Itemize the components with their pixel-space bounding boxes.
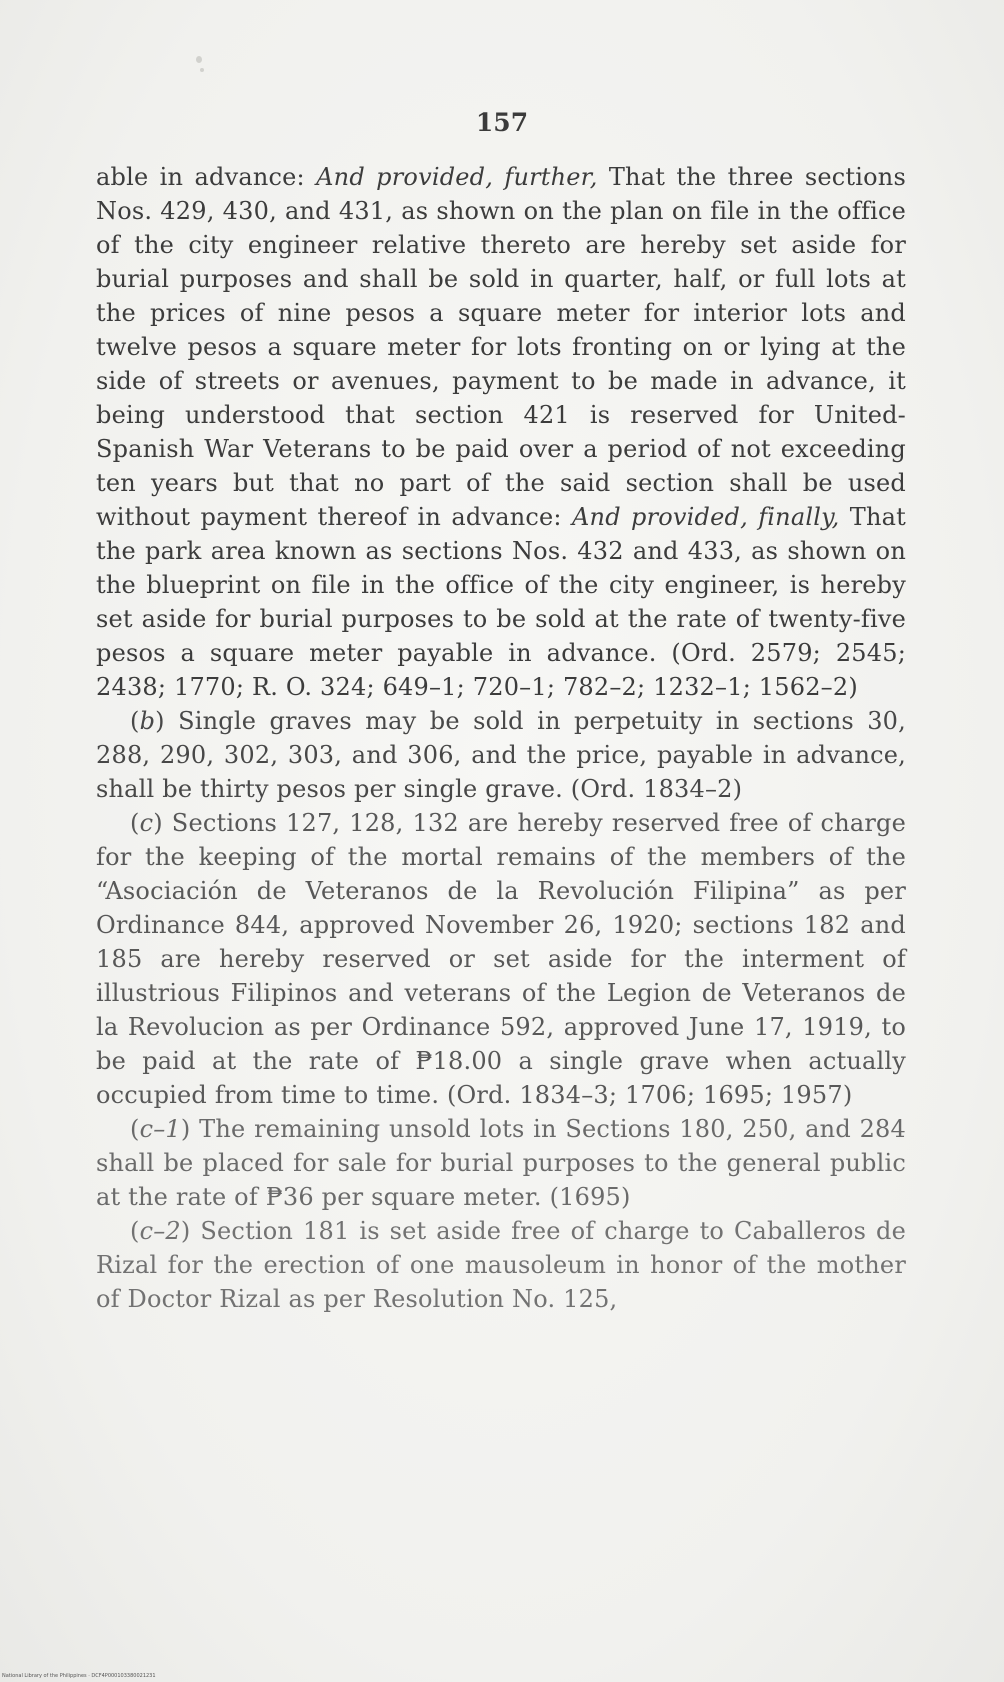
- paragraph-label: c–2: [139, 1217, 181, 1245]
- paragraph-label-close: ): [153, 809, 163, 837]
- paragraph-text: Sections 127, 128, 132 are hereby reserved free of charge for the keeping of the mortal remains of the members of the “Asociación de Veteranos de la Revolución Filipina” as per Ordinance 844, approved November 26, 1920; sections 182 and 185 are hereby reserved or set aside for the interment of illustrious Filipinos and veterans of the Legion de Veteranos de la Revolucion as per Ordinance 592, approved June 17, 1919, to be paid at the rate of ₱18.00 a single grave when actually occupied from time to time. (Ord. 1834–3; 1706; 1695; 1957): [96, 809, 906, 1109]
- paragraph-label-close: ): [180, 1217, 191, 1245]
- scan-footer: National Library of the Philippines · DCF4P000103380021231: [2, 1673, 156, 1679]
- paragraph-text: The remaining unsold lots in Sections 180, 250, and 284 shall be placed for sale for burial purposes to the general public at the rate of ₱36 per square meter. (1695): [96, 1115, 906, 1211]
- text-run: That the park area known as sections Nos. 432 and 433, as shown on the blueprint on file in the office of the city engineer, is hereby set aside for burial purposes to be sold at the rate of twenty-five pesos a square meter payable in advance. (Ord. 2579; 2545; 2438; 1770; R. O. 324; 649–1; 720–1; 782–2; 1232–1; 1562–2): [96, 503, 907, 701]
- paragraph-text: Single graves may be sold in perpetuity in sections 30, 288, 290, 302, 303, and 306, and the price, payable in advance, shall be thirty pesos per single grave. (Ord. 1834–2): [96, 707, 906, 803]
- paragraph-label: b: [139, 707, 156, 735]
- paragraph-c: [96, 806, 906, 1112]
- paragraph-label-open: (: [130, 809, 140, 837]
- body-text: [96, 160, 906, 1316]
- page-number: 157: [475, 108, 529, 137]
- paper-speck: [196, 56, 202, 63]
- paragraph-text: Section 181 is set aside free of charge to Caballeros de Rizal for the erection of one mausoleum in honor of the mother of Doctor Rizal as per Resolution No. 125,: [96, 1217, 906, 1313]
- italic-phrase: And provided, finally,: [572, 503, 840, 531]
- paper-speck: [200, 68, 204, 72]
- paragraph-label-close: ): [180, 1115, 191, 1143]
- paragraph-label: c: [139, 809, 154, 837]
- paragraph-continuation: [96, 160, 906, 704]
- paragraph-label-close: ): [155, 707, 165, 735]
- paragraph-label: c–1: [139, 1115, 181, 1143]
- paragraph-b: [96, 704, 906, 806]
- paragraph-label-open: (: [130, 1217, 140, 1245]
- paragraph-c-1: [96, 1112, 906, 1214]
- italic-phrase: And provided, further,: [316, 163, 598, 191]
- paragraph-label-open: (: [130, 1115, 140, 1143]
- text-run: able in advance:: [96, 163, 317, 191]
- paragraph-c-2: [96, 1214, 906, 1316]
- text-run: That the three sections Nos. 429, 430, and 431, as shown on the plan on file in the office of the city engineer relative thereto are hereby set aside for burial purposes and shall be sold in quarter, half, or full lots at the prices of nine pesos a square meter for interior lots and twelve pesos a square meter for lots fronting on or lying at the side of streets or avenues, payment to be made in advance, it being understood that section 421 is reserved for United-Spanish War Veterans to be paid over a period of not exceeding ten years but that no part of the said section shall be used without payment thereof in advance:: [96, 163, 906, 531]
- paragraph-label-open: (: [130, 707, 140, 735]
